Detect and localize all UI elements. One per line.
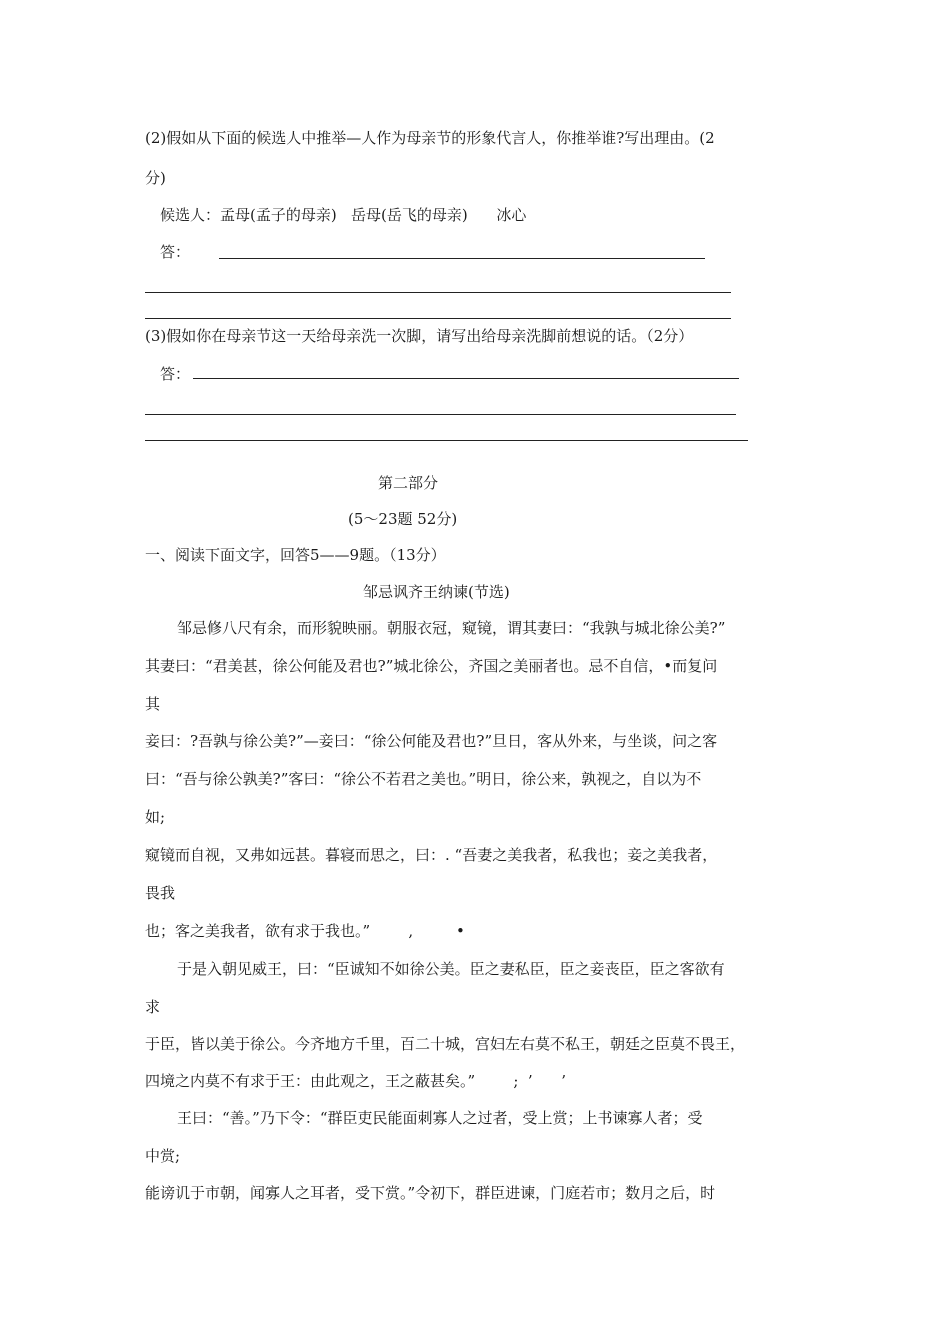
passage-title: 邹忌讽齐王纳谏(节选)	[363, 583, 510, 601]
part-subtitle: (5～23题 52分)	[348, 510, 458, 528]
q2-prompt-line1: (2)假如从下面的候选人中推举—人作为母亲节的形象代言人，你推举谁?写出理由。(2	[145, 129, 715, 147]
q2-answer-line-1[interactable]	[219, 258, 705, 259]
passage-line: 王曰：“善。”乃下令：“群臣吏民能面刺寡人之过者，受上赏；上书谏寡人者；受	[177, 1109, 703, 1127]
q3-answer-line-2[interactable]	[145, 414, 736, 415]
q3-prompt: (3)假如你在母亲节这一天给母亲洗一次脚，请写出给母亲洗脚前想说的话。（2分）	[145, 327, 694, 345]
passage-line: 窥镜而自视，又弗如远甚。暮寝而思之，曰：. “吾妻之美我者，私我也；妾之美我者，	[145, 846, 718, 864]
passage-line: 其妻曰：“君美甚，徐公何能及君也?”城北徐公，齐国之美丽者也。忌不自信，•而复问	[145, 657, 718, 675]
passage-line: 中赏;	[145, 1147, 181, 1165]
part-title: 第二部分	[378, 474, 439, 492]
passage-line: 四境之内莫不有求于王：由此观之，王之蔽甚矣。” ; ’ ’	[145, 1072, 567, 1090]
passage-line: 妾曰：?吾孰与徐公美?”—妾曰：“徐公何能及君也?”旦日，客从外来，与坐谈，问之客	[145, 732, 718, 750]
passage-line: 畏我	[145, 884, 176, 902]
passage-line: 能谤讥于市朝，闻寡人之耳者，受下赏。”令初下，群臣进谏，门庭若市；数月之后，时	[145, 1184, 716, 1202]
q3-answer-line-3[interactable]	[145, 440, 748, 441]
q2-answer-line-2[interactable]	[145, 292, 731, 293]
passage-line: 邹忌修八尺有余，而形貌映丽。朝服衣冠，窥镜，谓其妻曰：“我孰与城北徐公美?”	[177, 619, 726, 637]
q2-candidates: 候选人：孟母(孟子的母亲) 岳母(岳飞的母亲) 冰心	[160, 206, 527, 224]
q2-prompt-line2: 分)	[145, 169, 166, 187]
passage-line: 如;	[145, 808, 166, 826]
q3-answer-label: 答：	[160, 365, 191, 383]
q3-answer-line-1[interactable]	[193, 378, 739, 379]
q2-answer-line-3[interactable]	[145, 318, 731, 319]
passage-line: 其	[145, 695, 161, 713]
passage-line: 于臣，皆以美于徐公。今齐地方千里，百二十城，宫妇左右莫不私王，朝廷之臣莫不畏王，	[145, 1035, 746, 1053]
passage-line: 曰：“吾与徐公孰美?”客曰：“徐公不若君之美也。”明日，徐公来，孰视之，自以为不	[145, 770, 702, 788]
passage-line: 求	[145, 998, 161, 1016]
q2-answer-label: 答：	[160, 243, 191, 261]
passage-line: 于是入朝见威王，曰：“臣诚知不如徐公美。臣之妻私臣，臣之妾丧臣，臣之客欲有	[177, 960, 725, 978]
passage-line: 也；客之美我者，欲有求于我也。” , •	[145, 922, 465, 940]
section-heading: 一、阅读下面文字，回答5——9题。（13分）	[145, 546, 446, 564]
